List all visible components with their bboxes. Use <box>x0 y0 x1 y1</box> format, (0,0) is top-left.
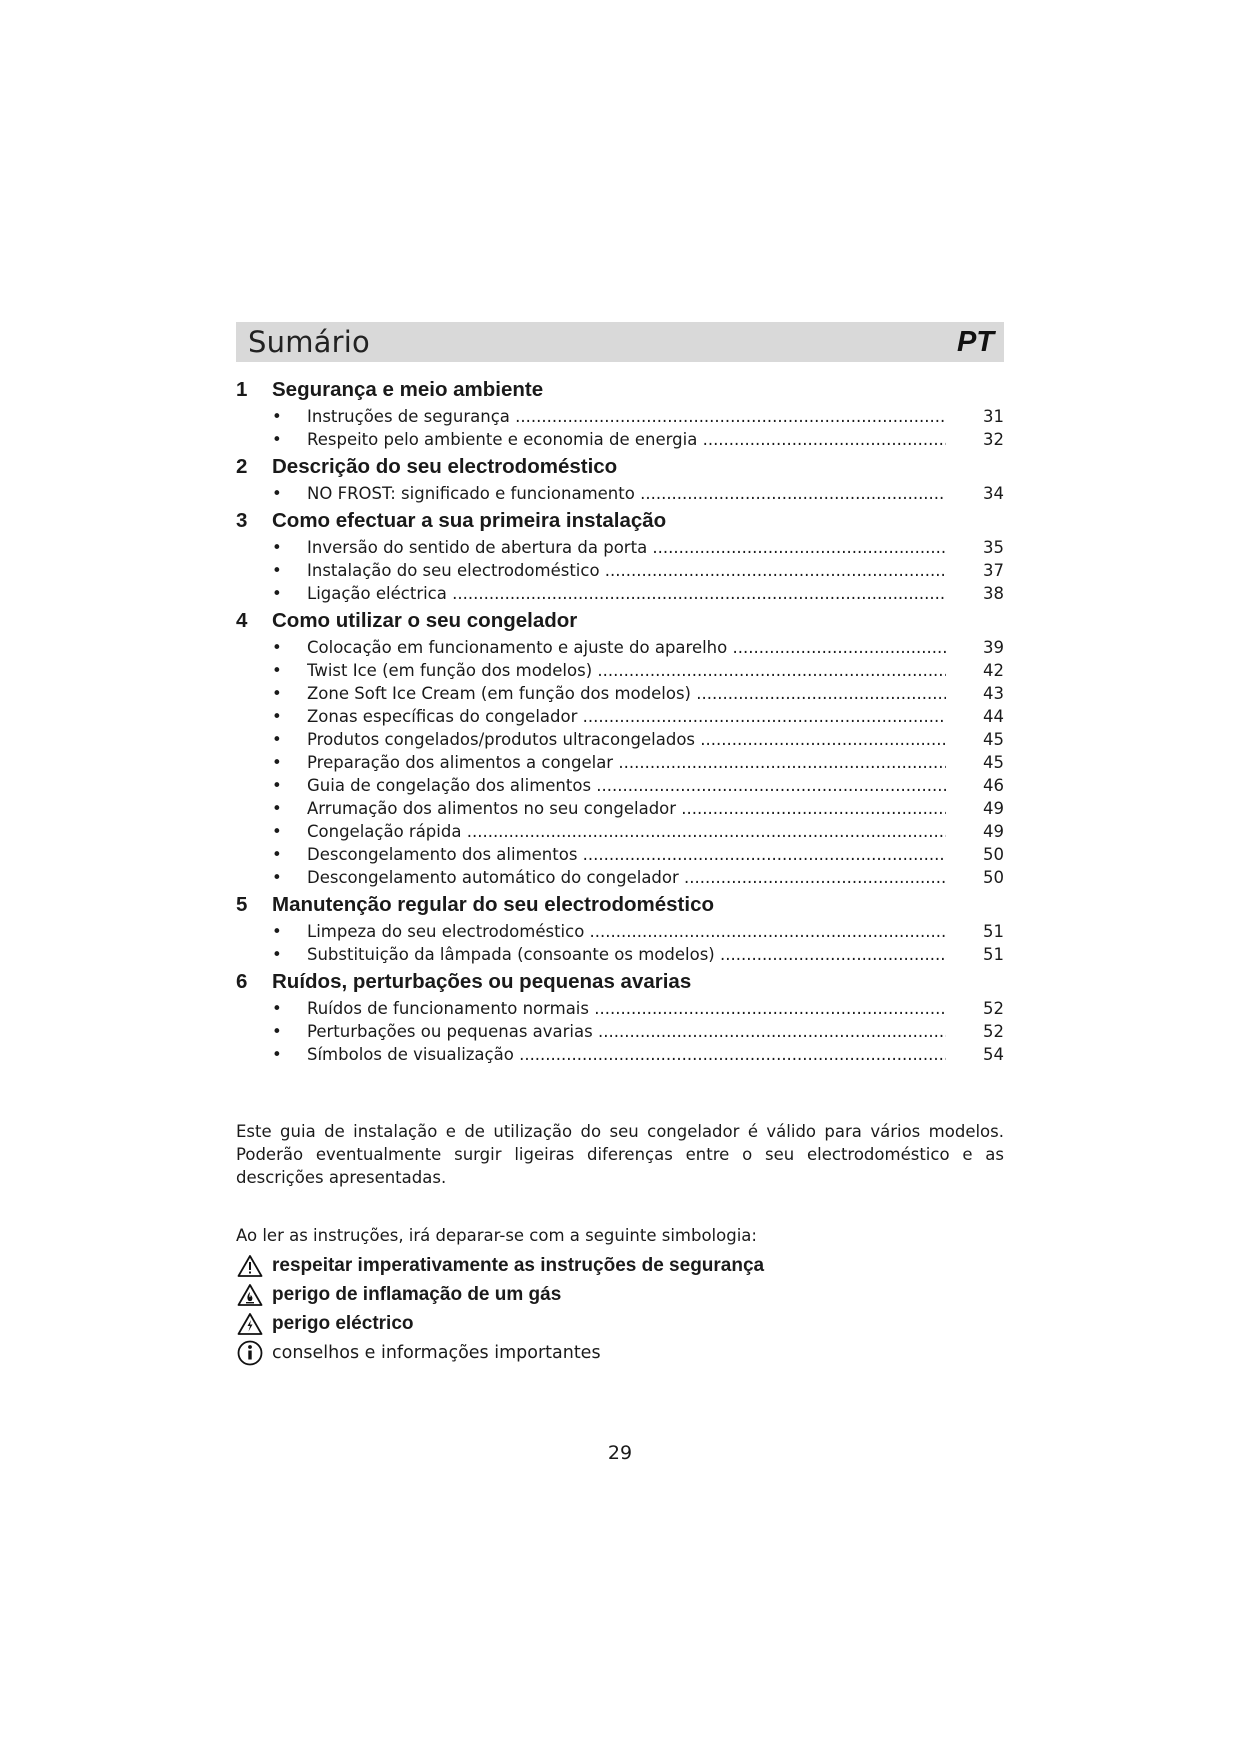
bullet-icon: • <box>272 707 282 726</box>
toc-entry-label: Produtos congelados/produtos ultracongelados ..... <box>307 730 946 749</box>
bullet-icon: • <box>272 822 282 841</box>
symbol-row <box>236 1309 1004 1338</box>
toc-entry-label: Ruídos de funcionamento normais ..... <box>307 999 946 1018</box>
bullet-icon: • <box>272 845 282 864</box>
toc-page <box>236 322 1004 1070</box>
bullet-icon: • <box>272 684 282 703</box>
toc-entry-label: Limpeza do seu electrodoméstico ..... <box>307 922 946 941</box>
toc-entry <box>236 845 1004 868</box>
toc-entry <box>236 999 1004 1022</box>
section-title: Como utilizar o seu congelador <box>272 609 578 632</box>
toc-entry <box>236 730 1004 753</box>
toc-entry <box>236 776 1004 799</box>
bullet-icon: • <box>272 868 282 887</box>
info-icon <box>236 1340 264 1366</box>
toc-section-heading <box>236 893 1004 922</box>
toc-entry <box>236 799 1004 822</box>
toc-entry <box>236 584 1004 607</box>
toc-entry-page: 52 <box>983 1022 1004 1041</box>
toc-entry-page: 51 <box>983 945 1004 964</box>
bullet-icon: • <box>272 730 282 749</box>
symbol-row <box>236 1251 1004 1280</box>
section-title: Ruídos, perturbações ou pequenas avarias <box>272 970 692 993</box>
symbols-legend <box>236 1251 1004 1367</box>
toc-section-heading <box>236 509 1004 538</box>
toc-entry-label: Símbolos de visualização ..... <box>307 1045 946 1064</box>
toc-entry-page: 51 <box>983 922 1004 941</box>
electric-warning-icon <box>236 1311 264 1337</box>
toc-entry-page: 34 <box>983 484 1004 503</box>
toc-entry-page: 50 <box>983 845 1004 864</box>
section-number: 4 <box>236 609 248 632</box>
toc-entry <box>236 561 1004 584</box>
toc-entry-page: 42 <box>983 661 1004 680</box>
toc-entry-label: Ligação eléctrica ..... <box>307 584 946 603</box>
toc-entry-page: 54 <box>983 1045 1004 1064</box>
symbol-description: perigo eléctrico <box>272 1312 414 1334</box>
toc-entry <box>236 922 1004 945</box>
bullet-icon: • <box>272 799 282 818</box>
toc-entry-label: Respeito pelo ambiente e economia de energia ..... <box>307 430 946 449</box>
bullet-icon: • <box>272 1022 282 1041</box>
toc-section <box>236 455 1004 507</box>
bullet-icon: • <box>272 538 282 557</box>
toc-entry-label: Descongelamento dos alimentos ..... <box>307 845 946 864</box>
section-number: 5 <box>236 893 248 916</box>
toc-entry <box>236 407 1004 430</box>
toc-header <box>236 322 1004 362</box>
bullet-icon: • <box>272 753 282 772</box>
toc-entry-label: Instruções de segurança ..... <box>307 407 946 426</box>
bullet-icon: • <box>272 776 282 795</box>
bullet-icon: • <box>272 1045 282 1064</box>
toc-entry <box>236 538 1004 561</box>
section-number: 3 <box>236 509 248 532</box>
bullet-icon: • <box>272 407 282 426</box>
toc-entry-page: 37 <box>983 561 1004 580</box>
toc-entry-page: 45 <box>983 753 1004 772</box>
toc-entry-label: Descongelamento automático do congelador ..... <box>307 868 946 887</box>
toc-entry-label: Inversão do sentido de abertura da porta ..... <box>307 538 946 557</box>
toc-section-heading <box>236 970 1004 999</box>
section-title: Manutenção regular do seu electrodoméstico <box>272 893 714 916</box>
toc-entry-page: 52 <box>983 999 1004 1018</box>
toc-entry <box>236 484 1004 507</box>
toc-entry-page: 38 <box>983 584 1004 603</box>
toc-entry <box>236 684 1004 707</box>
toc-entry-page: 49 <box>983 799 1004 818</box>
toc-section <box>236 609 1004 891</box>
toc-entry-label: Preparação dos alimentos a congelar ..... <box>307 753 946 772</box>
bullet-icon: • <box>272 561 282 580</box>
toc-entry <box>236 945 1004 968</box>
warning-triangle-icon <box>236 1253 264 1279</box>
toc-entry-label: Zonas específicas do congelador ..... <box>307 707 946 726</box>
toc-section-heading <box>236 609 1004 638</box>
section-title: Como efectuar a sua primeira instalação <box>272 509 667 532</box>
symbol-row <box>236 1338 1004 1367</box>
toc-entry-label: Perturbações ou pequenas avarias ..... <box>307 1022 946 1041</box>
toc-entry-page: 44 <box>983 707 1004 726</box>
symbol-description: perigo de inflamação de um gás <box>272 1283 562 1305</box>
section-number: 2 <box>236 455 248 478</box>
toc-entry-label: Instalação do seu electrodoméstico ..... <box>307 561 946 580</box>
symbol-description: conselhos e informações importantes <box>272 1342 601 1363</box>
toc-entry-label: Colocação em funcionamento e ajuste do aparelho ..... <box>307 638 946 657</box>
toc-entry-page: 46 <box>983 776 1004 795</box>
bullet-icon: • <box>272 584 282 603</box>
toc-entry <box>236 707 1004 730</box>
symbol-row <box>236 1280 1004 1309</box>
toc-entry-label: Arrumação dos alimentos no seu congelador ..... <box>307 799 946 818</box>
toc-section <box>236 893 1004 968</box>
toc-section <box>236 970 1004 1068</box>
symbol-description: respeitar imperativamente as instruções de segurança <box>272 1254 765 1276</box>
toc-entry-label: Twist Ice (em função dos modelos) ..... <box>307 661 946 680</box>
bullet-icon: • <box>272 638 282 657</box>
toc-section <box>236 509 1004 607</box>
toc-entry-page: 35 <box>983 538 1004 557</box>
toc-entry-page: 45 <box>983 730 1004 749</box>
bullet-icon: • <box>272 430 282 449</box>
section-number: 6 <box>236 970 248 993</box>
toc-entry-page: 31 <box>983 407 1004 426</box>
toc-entry <box>236 638 1004 661</box>
language-code: PT <box>956 325 994 358</box>
page-title: Sumário <box>248 325 370 359</box>
toc-entry-label: Zone Soft Ice Cream (em função dos modelos) ..... <box>307 684 946 703</box>
symbols-intro: Ao ler as instruções, irá deparar-se com a seguinte simbologia: <box>236 1226 757 1245</box>
toc-entry-page: 39 <box>983 638 1004 657</box>
description-paragraph: Este guia de instalação e de utilização do seu congelador é válido para vários modelos. Poderão eventualmente surgir ligeiras diferenças entre o seu electrodoméstico e as descrições apresentadas. <box>236 1122 1004 1187</box>
section-title: Descrição do seu electrodoméstico <box>272 455 618 478</box>
table-of-contents <box>236 378 1004 1068</box>
toc-entry-page: 32 <box>983 430 1004 449</box>
toc-entry-label: Congelação rápida ..... <box>307 822 946 841</box>
toc-section-heading <box>236 378 1004 407</box>
bullet-icon: • <box>272 661 282 680</box>
toc-entry <box>236 661 1004 684</box>
toc-entry <box>236 753 1004 776</box>
bullet-icon: • <box>272 484 282 503</box>
toc-entry-page: 50 <box>983 868 1004 887</box>
toc-entry <box>236 430 1004 453</box>
section-number: 1 <box>236 378 248 401</box>
bullet-icon: • <box>272 945 282 964</box>
section-title: Segurança e meio ambiente <box>272 378 544 401</box>
toc-entry <box>236 868 1004 891</box>
toc-entry <box>236 1045 1004 1068</box>
bullet-icon: • <box>272 999 282 1018</box>
flame-warning-icon <box>236 1282 264 1308</box>
toc-entry <box>236 822 1004 845</box>
toc-entry-page: 49 <box>983 822 1004 841</box>
toc-section <box>236 378 1004 453</box>
toc-section-heading <box>236 455 1004 484</box>
page-number: 29 <box>607 1442 633 1464</box>
toc-entry-page: 43 <box>983 684 1004 703</box>
toc-entry-label: Guia de congelação dos alimentos ..... <box>307 776 946 795</box>
toc-entry-label: NO FROST: significado e funcionamento ..... <box>307 484 946 503</box>
toc-entry-label: Substituição da lâmpada (consoante os modelos) ..... <box>307 945 946 964</box>
bullet-icon: • <box>272 922 282 941</box>
toc-entry <box>236 1022 1004 1045</box>
